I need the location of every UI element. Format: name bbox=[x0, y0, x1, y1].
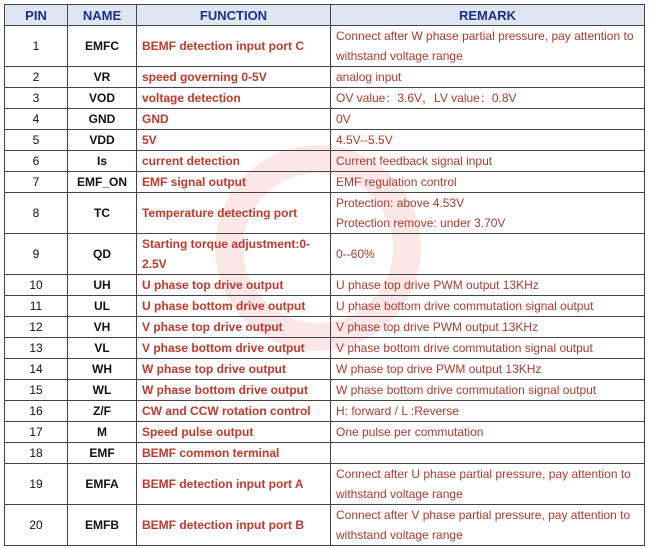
remark-cell: EMF regulation control bbox=[331, 172, 645, 193]
function-cell: EMF signal output bbox=[137, 172, 331, 193]
table-row bbox=[5, 234, 645, 275]
function-cell: V phase bottom drive output bbox=[137, 338, 331, 359]
function-cell: Starting torque adjustment:0-2.5V bbox=[137, 234, 331, 275]
remark-cell: Connect after W phase partial pressure, pay attention to withstand voltage range bbox=[331, 26, 645, 67]
pin-cell: 2 bbox=[5, 67, 68, 88]
function-cell: W phase bottom drive output bbox=[137, 380, 331, 401]
table-row bbox=[5, 130, 645, 151]
remark-cell: H: forward / L :Reverse bbox=[331, 401, 645, 422]
table-row bbox=[5, 296, 645, 317]
pin-cell: 9 bbox=[5, 234, 68, 275]
remark-cell: analog input bbox=[331, 67, 645, 88]
table-row bbox=[5, 275, 645, 296]
pin-cell: 10 bbox=[5, 275, 68, 296]
remark-cell: One pulse per commutation bbox=[331, 422, 645, 443]
table-row bbox=[5, 443, 645, 464]
name-cell: VH bbox=[68, 317, 137, 338]
pin-cell: 6 bbox=[5, 151, 68, 172]
pin-cell: 19 bbox=[5, 464, 68, 505]
pin-cell: 4 bbox=[5, 109, 68, 130]
table-row bbox=[5, 505, 645, 546]
header-pin: PIN bbox=[5, 5, 68, 26]
name-cell: QD bbox=[68, 234, 137, 275]
name-cell: VL bbox=[68, 338, 137, 359]
name-cell: VDD bbox=[68, 130, 137, 151]
pin-cell: 15 bbox=[5, 380, 68, 401]
remark-cell bbox=[331, 443, 645, 464]
pin-cell: 16 bbox=[5, 401, 68, 422]
name-cell: M bbox=[68, 422, 137, 443]
remark-cell: V phase top drive PWM output 13KHz bbox=[331, 317, 645, 338]
remark-cell: 0--60% bbox=[331, 234, 645, 275]
table-row bbox=[5, 317, 645, 338]
remark-cell: W phase top drive PWM output 13KHz bbox=[331, 359, 645, 380]
function-cell: BEMF detection input port C bbox=[137, 26, 331, 67]
pin-cell: 13 bbox=[5, 338, 68, 359]
name-cell: WL bbox=[68, 380, 137, 401]
function-cell: Speed pulse output bbox=[137, 422, 331, 443]
pin-cell: 3 bbox=[5, 88, 68, 109]
remark-cell: 4.5V--5.5V bbox=[331, 130, 645, 151]
pin-cell: 7 bbox=[5, 172, 68, 193]
table-row bbox=[5, 88, 645, 109]
function-cell: current detection bbox=[137, 151, 331, 172]
name-cell: WH bbox=[68, 359, 137, 380]
name-cell: EMF bbox=[68, 443, 137, 464]
function-cell: V phase top drive output bbox=[137, 317, 331, 338]
name-cell: Z/F bbox=[68, 401, 137, 422]
table-header-row bbox=[5, 5, 645, 26]
pin-cell: 14 bbox=[5, 359, 68, 380]
function-cell: BEMF common terminal bbox=[137, 443, 331, 464]
pin-cell: 1 bbox=[5, 26, 68, 67]
function-cell: W phase top drive output bbox=[137, 359, 331, 380]
function-cell: BEMF detection input port A bbox=[137, 464, 331, 505]
pin-table-container bbox=[4, 4, 644, 546]
function-cell: Temperature detecting port bbox=[137, 193, 331, 234]
name-cell: VR bbox=[68, 67, 137, 88]
header-name: NAME bbox=[68, 5, 137, 26]
name-cell: Is bbox=[68, 151, 137, 172]
pin-cell: 12 bbox=[5, 317, 68, 338]
table-row bbox=[5, 26, 645, 67]
table-body bbox=[5, 26, 645, 546]
table-row bbox=[5, 172, 645, 193]
function-cell: U phase bottom drive output bbox=[137, 296, 331, 317]
remark-cell: W phase bottom drive commutation signal output bbox=[331, 380, 645, 401]
function-cell: U phase top drive output bbox=[137, 275, 331, 296]
table-row bbox=[5, 401, 645, 422]
remark-cell: Connect after U phase partial pressure, pay attention to withstand voltage range bbox=[331, 464, 645, 505]
name-cell: EMF_ON bbox=[68, 172, 137, 193]
remark-cell: U phase top drive PWM output 13KHz bbox=[331, 275, 645, 296]
pin-cell: 17 bbox=[5, 422, 68, 443]
remark-cell: U phase bottom drive commutation signal output bbox=[331, 296, 645, 317]
table-row bbox=[5, 67, 645, 88]
pin-cell: 8 bbox=[5, 193, 68, 234]
name-cell: UH bbox=[68, 275, 137, 296]
function-cell: voltage detection bbox=[137, 88, 331, 109]
table-row bbox=[5, 193, 645, 234]
header-function: FUNCTION bbox=[137, 5, 331, 26]
function-cell: 5V bbox=[137, 130, 331, 151]
pin-cell: 5 bbox=[5, 130, 68, 151]
name-cell: EMFC bbox=[68, 26, 137, 67]
function-cell: GND bbox=[137, 109, 331, 130]
remark-cell: OV value：3.6V，LV value：0.8V bbox=[331, 88, 645, 109]
pin-cell: 18 bbox=[5, 443, 68, 464]
remark-cell: Protection: above 4.53V Protection remove: under 3.70V bbox=[331, 193, 645, 234]
table-row bbox=[5, 338, 645, 359]
name-cell: EMFB bbox=[68, 505, 137, 546]
pin-function-table bbox=[4, 4, 645, 546]
table-row bbox=[5, 380, 645, 401]
table-row bbox=[5, 464, 645, 505]
remark-cell: Current feedback signal input bbox=[331, 151, 645, 172]
function-cell: speed governing 0-5V bbox=[137, 67, 331, 88]
name-cell: EMFA bbox=[68, 464, 137, 505]
name-cell: UL bbox=[68, 296, 137, 317]
table-row bbox=[5, 359, 645, 380]
pin-cell: 11 bbox=[5, 296, 68, 317]
remark-cell: 0V bbox=[331, 109, 645, 130]
function-cell: BEMF detection input port B bbox=[137, 505, 331, 546]
name-cell: VOD bbox=[68, 88, 137, 109]
pin-cell: 20 bbox=[5, 505, 68, 546]
header-remark: REMARK bbox=[331, 5, 645, 26]
remark-cell: Connect after V phase partial pressure, pay attention to withstand voltage range bbox=[331, 505, 645, 546]
table-row bbox=[5, 109, 645, 130]
table-row bbox=[5, 151, 645, 172]
name-cell: TC bbox=[68, 193, 137, 234]
function-cell: CW and CCW rotation control bbox=[137, 401, 331, 422]
name-cell: GND bbox=[68, 109, 137, 130]
remark-cell: V phase bottom drive commutation signal output bbox=[331, 338, 645, 359]
table-row bbox=[5, 422, 645, 443]
